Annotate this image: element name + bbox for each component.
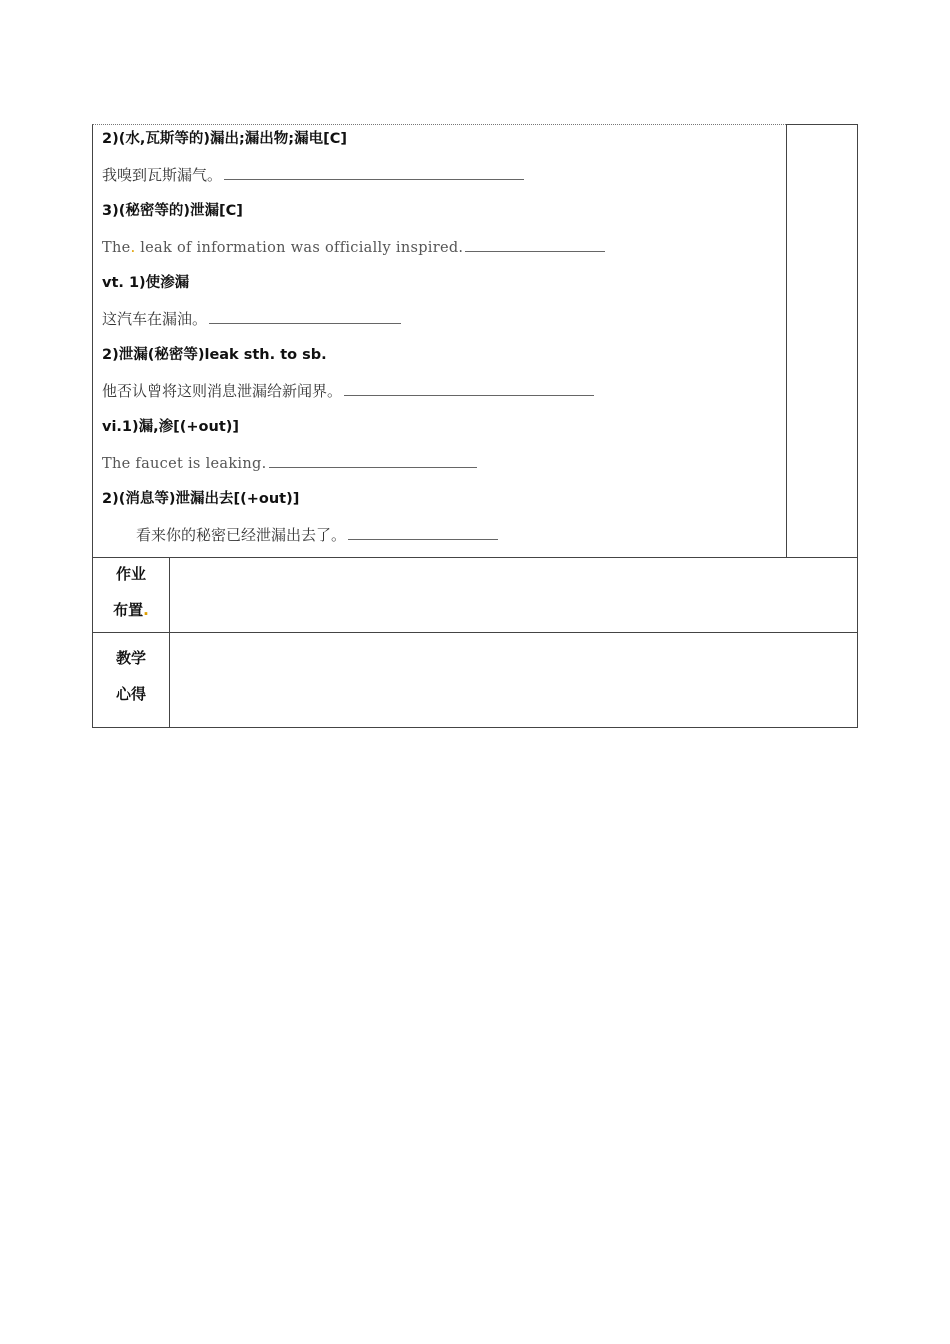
reflection-label-line1: 教学 [115,649,146,667]
answer-blank[interactable] [344,381,594,396]
definition-heading-vi-2: 2)(消息等)泄漏出去[(+out)] [102,491,300,507]
definition-heading-vt-2: 2)泄漏(秘密等)leak sth. to sb. [102,347,327,363]
exercise-sentence-car [102,309,401,329]
exercise-sentence-press [102,381,594,401]
sentence-text: 他否认曾将这则消息泄漏给新闻界。 [102,382,343,400]
highlight-dot: . [143,601,149,619]
answer-blank[interactable] [269,453,477,468]
definition-heading-leak-noun-2: 2)(水,瓦斯等的)漏出;漏出物;漏电[C] [102,131,347,147]
exercise-content-cell [92,124,786,557]
highlight-dot: . [130,238,136,256]
homework-label-line2 [93,599,169,620]
definition-heading-vt-1: vt. 1)使渗漏 [102,275,190,291]
definition-heading-leak-noun-3: 3)(秘密等的)泄漏[C] [102,203,243,219]
homework-label-cell [93,558,170,632]
exercise-sentence-information [102,237,605,258]
sentence-text-start: The [102,240,131,256]
exercise-sentence-faucet [102,453,477,474]
notes-column [786,124,858,557]
answer-blank[interactable] [348,525,498,540]
homework-label-text: 布置 [113,601,144,619]
teaching-reflection-row [92,632,858,728]
sentence-text: 这汽车在漏油。 [102,310,208,328]
homework-row [92,557,858,633]
homework-label-line1: 作业 [115,565,146,583]
exercise-sentence-secret [136,525,498,545]
sentence-text: 我嗅到瓦斯漏气。 [102,166,223,184]
definition-heading-vi-1: vi.1)漏,渗[(+out)] [102,419,240,435]
sentence-text: The faucet is leaking. [102,456,267,472]
answer-blank[interactable] [209,309,401,324]
exercise-sentence-gas [102,165,524,185]
reflection-label-cell [93,633,170,727]
sentence-text: 看来你的秘密已经泄漏出去了。 [136,526,347,544]
sentence-text-rest: leak of information was officially inspired. [135,240,464,256]
reflection-label-line2: 心得 [115,685,146,703]
answer-blank[interactable] [465,237,605,252]
answer-blank[interactable] [224,165,524,180]
